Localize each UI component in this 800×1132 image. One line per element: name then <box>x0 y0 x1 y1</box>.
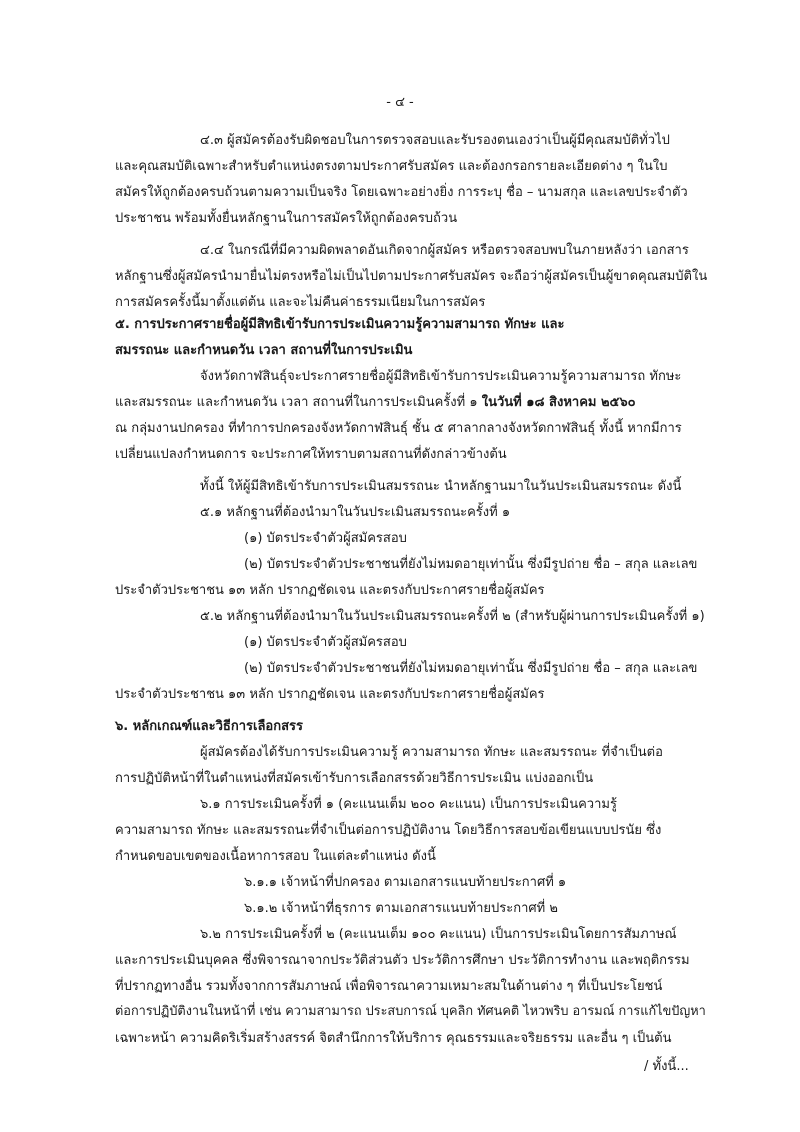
section-6-1-line-2: ความสามารถ ทักษะ และสมรรถนะที่จำเป็นต่อการปฏิบัติงาน โดยวิธีการสอบข้อเขียนแบบปรนัย ซึ่ง <box>115 823 662 838</box>
section-6-1-line-1: ๖.๑ การประเมินครั้งที่ ๑ (คะแนนเต็ม ๒๐๐ คะแนน) เป็นการประเมินความรู้ <box>200 797 617 812</box>
continuation-marker: / ทั้งนี้... <box>644 1059 689 1074</box>
section-5-1-item-2-line-2: ประจำตัวประชาชน ๑๓ หลัก ปรากฏชัดเจน และตรงกับประกาศรายชื่อผู้สมัคร <box>115 583 545 598</box>
section-5-para-line-2-text: และสมรรถนะ และกำหนดวัน เวลา สถานที่ในการประเมินครั้งที่ ๑ <box>115 395 482 410</box>
section-6-para-line-2: การปฏิบัติหน้าที่ในตำแหน่งที่สมัครเข้ารับการเลือกสรรด้วยวิธีการประเมิน แบ่งออกเป็น <box>115 771 594 786</box>
section-5-heading-line-2: สมรรถนะ และกำหนดวัน เวลา สถานที่ในการประเมิน <box>115 343 413 358</box>
section-4-3-line-4: ประชาชน พร้อมทั้งยื่นหลักฐานในการสมัครให้ถูกต้องครบถ้วน <box>115 211 458 226</box>
section-5-para-line-4: เปลี่ยนแปลงกำหนดการ จะประกาศให้ทราบตามสถานที่ดังกล่าวข้างต้น <box>115 447 507 462</box>
section-5-1-item-2-line-1: (๒) บัตรประจำตัวประชาชนที่ยังไม่หมดอายุเท่านั้น ซึ่งมีรูปถ่าย ชื่อ – สกุล และเลข <box>244 557 698 572</box>
section-6-2-line-1: ๖.๒ การประเมินครั้งที่ ๒ (คะแนนเต็ม ๑๐๐ คะแนน) เป็นการประเมินโดยการสัมภาษณ์ <box>200 927 677 942</box>
section-4-4-line-1: ๔.๔ ในกรณีที่มีความผิดพลาดอันเกิดจากผู้สมัคร หรือตรวจสอบพบในภายหลังว่า เอกสาร <box>200 243 689 258</box>
section-5-1-heading: ๕.๑ หลักฐานที่ต้องนำมาในวันประเมินสมรรถนะครั้งที่ ๑ <box>200 505 511 520</box>
page-number: - ๔ - <box>386 95 414 110</box>
section-5-2-item-2-line-2: ประจำตัวประชาชน ๑๓ หลัก ปรากฏชัดเจน และตรงกับประกาศรายชื่อผู้สมัคร <box>115 687 545 702</box>
section-5-1-item-1: (๑) บัตรประจำตัวผู้สมัครสอบ <box>244 531 407 546</box>
section-6-2-line-2: และการประเมินบุคคล ซึ่งพิจารณาจากประวัติส่วนตัว ประวัติการศึกษา ประวัติการทำงาน และพฤติกรรม <box>115 953 690 968</box>
section-6-1-1: ๖.๑.๑ เจ้าหน้าที่ปกครอง ตามเอกสารแนบท้ายประกาศที่ ๑ <box>244 875 567 890</box>
assessment-date: ในวันที่ ๑๘ สิงหาคม ๒๕๖๐ <box>481 395 636 410</box>
section-4-3-line-3: สมัครให้ถูกต้องครบถ้วนตามความเป็นจริง โดยเฉพาะอย่างยิ่ง การระบุ ชื่อ – นามสกุล และเลขประจำตัว <box>115 185 688 200</box>
section-6-2-line-3: ที่ปรากฏทางอื่น รวมทั้งจากการสัมภาษณ์ เพื่อพิจารณาความเหมาะสมในด้านต่าง ๆ ที่เป็นประโยชน์ <box>115 979 663 994</box>
section-4-4-line-2: หลักฐานซึ่งผู้สมัครนำมายื่นไม่ตรงหรือไม่เป็นไปตามประกาศรับสมัคร จะถือว่าผู้สมัครเป็นผู้ขาดคุณสมบัติใน <box>115 269 708 284</box>
section-5-para-line-1: จังหวัดกาฬสินธุ์จะประกาศรายชื่อผู้มีสิทธิเข้ารับการประเมินความรู้ความสามารถ ทักษะ <box>200 369 682 384</box>
section-6-para-line-1: ผู้สมัครต้องได้รับการประเมินความรู้ ความสามารถ ทักษะ และสมรรถนะ ที่จำเป็นต่อ <box>200 745 663 760</box>
section-5-2-heading: ๕.๒ หลักฐานที่ต้องนำมาในวันประเมินสมรรถนะครั้งที่ ๒ (สำหรับผู้ผ่านการประเมินครั้งที่ ๑) <box>200 609 705 624</box>
section-5-2-item-1: (๑) บัตรประจำตัวผู้สมัครสอบ <box>244 635 407 650</box>
section-6-2-line-5: เฉพาะหน้า ความคิดริเริ่มสร้างสรรค์ จิตสำนึกการให้บริการ คุณธรรมและจริยธรรม และอื่น ๆ เป็นต้น <box>115 1031 672 1046</box>
section-6-heading: ๖. หลักเกณฑ์และวิธีการเลือกสรร <box>115 719 303 734</box>
section-6-2-line-4: ต่อการปฏิบัติงานในหน้าที่ เช่น ความสามารถ ประสบการณ์ บุคลิก ทัศนคติ ไหวพริบ อารมณ์ การแก้ไขปัญหา <box>115 1004 706 1019</box>
section-5-para-line-2 <box>115 396 636 409</box>
section-6-1-line-3: กำหนดขอบเขตของเนื้อหาการสอบ ในแต่ละตำแหน่ง ดังนี้ <box>115 849 436 864</box>
section-5-2-item-2-line-1: (๒) บัตรประจำตัวประชาชนที่ยังไม่หมดอายุเท่านั้น ซึ่งมีรูปถ่าย ชื่อ – สกุล และเลข <box>244 661 698 676</box>
section-4-3-line-2: และคุณสมบัติเฉพาะสำหรับตำแหน่งตรงตามประกาศรับสมัคร และต้องกรอกรายละเอียดต่าง ๆ ในใบ <box>115 159 668 174</box>
section-6-1-2: ๖.๑.๒ เจ้าหน้าที่ธุรการ ตามเอกสารแนบท้ายประกาศที่ ๒ <box>244 901 558 916</box>
section-5-heading-line-1: ๕. การประกาศรายชื่อผู้มีสิทธิเข้ารับการประเมินความรู้ความสามารถ ทักษะ และ <box>115 317 565 332</box>
section-5-para-line-3: ณ กลุ่มงานปกครอง ที่ทำการปกครองจังหวัดกาฬสินธุ์ ชั้น ๕ ศาลากลางจังหวัดกาฬสินธุ์ ทั้งนี้ หากมีการ <box>115 421 682 436</box>
section-4-4-line-3: การสมัครครั้งนี้มาตั้งแต่ต้น และจะไม่คืนค่าธรรมเนียมในการสมัคร <box>115 295 486 310</box>
section-5-evidence-intro: ทั้งนี้ ให้ผู้มีสิทธิเข้ารับการประเมินสมรรถนะ นำหลักฐานมาในวันประเมินสมรรถนะ ดังนี้ <box>200 479 682 494</box>
section-4-3-line-1: ๔.๓ ผู้สมัครต้องรับผิดชอบในการตรวจสอบและรับรองตนเองว่าเป็นผู้มีคุณสมบัติทั่วไป <box>200 133 670 148</box>
